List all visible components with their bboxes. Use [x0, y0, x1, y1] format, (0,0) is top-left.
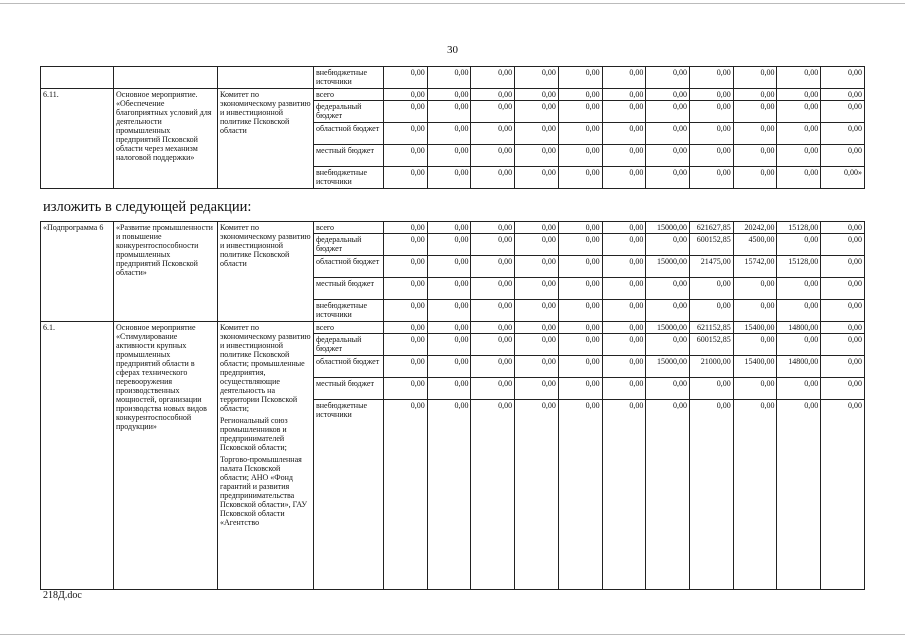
- amount-cell: 0,00: [777, 89, 821, 101]
- amount-cell: 0,00: [515, 167, 559, 189]
- row-number: [41, 67, 114, 89]
- funding-source: федеральный бюджет: [314, 234, 384, 256]
- amount-cell: 0,00: [690, 300, 734, 322]
- funding-source: местный бюджет: [314, 145, 384, 167]
- amount-cell: 0,00: [777, 167, 821, 189]
- amount-cell: 0,00: [558, 234, 602, 256]
- executor: [218, 322, 314, 590]
- amount-cell: 0,00: [821, 334, 865, 356]
- budget-table-new: [40, 221, 865, 590]
- amount-cell: 0,00: [427, 222, 471, 234]
- funding-source: областной бюджет: [314, 256, 384, 278]
- amount-cell: 0,00: [690, 101, 734, 123]
- amount-cell: 0,00: [821, 222, 865, 234]
- amount-cell: 15128,00: [777, 222, 821, 234]
- amount-cell: 0,00: [515, 378, 559, 400]
- amount-cell: 0,00: [733, 67, 777, 89]
- amount-cell: 0,00: [558, 334, 602, 356]
- amount-cell: 0,00: [384, 334, 428, 356]
- amount-cell: 0,00: [515, 67, 559, 89]
- amount-cell: 0,00: [821, 123, 865, 145]
- amount-cell: 0,00: [427, 322, 471, 334]
- amount-cell: 0,00: [384, 322, 428, 334]
- amount-cell: 0,00: [471, 222, 515, 234]
- amount-cell: 0,00: [427, 400, 471, 590]
- funding-source: областной бюджет: [314, 356, 384, 378]
- amount-cell: 0,00: [471, 278, 515, 300]
- amount-cell: 0,00: [384, 222, 428, 234]
- amount-cell: 14800,00: [777, 356, 821, 378]
- amount-cell: 0,00: [558, 101, 602, 123]
- amount-cell: 0,00: [646, 123, 690, 145]
- funding-source: областной бюджет: [314, 123, 384, 145]
- amount-cell: 0,00: [777, 334, 821, 356]
- amount-cell: 0,00: [427, 145, 471, 167]
- amount-cell: 0,00: [471, 334, 515, 356]
- amount-cell: 0,00: [558, 123, 602, 145]
- amount-cell: 0,00: [558, 222, 602, 234]
- amount-cell: 0,00: [471, 145, 515, 167]
- amount-cell: 0,00: [384, 300, 428, 322]
- amount-cell: 0,00: [427, 89, 471, 101]
- amount-cell: 0,00: [690, 145, 734, 167]
- amount-cell: 0,00: [471, 256, 515, 278]
- amount-cell: 0,00: [821, 256, 865, 278]
- amount-cell: 0,00: [384, 67, 428, 89]
- amount-cell: 0,00: [515, 400, 559, 590]
- amount-cell: 0,00: [777, 145, 821, 167]
- amount-cell: 0,00: [646, 234, 690, 256]
- page-number: 30: [447, 44, 458, 56]
- amount-cell: 0,00: [427, 101, 471, 123]
- amount-cell: 0,00: [733, 89, 777, 101]
- amount-cell: 0,00: [602, 89, 646, 101]
- amount-cell: 0,00: [384, 123, 428, 145]
- amount-cell: 0,00: [602, 101, 646, 123]
- amount-cell: 0,00: [733, 378, 777, 400]
- amount-cell: 0,00: [821, 356, 865, 378]
- funding-source: всего: [314, 322, 384, 334]
- amount-cell: 600152,85: [690, 234, 734, 256]
- amount-cell: 0,00: [558, 89, 602, 101]
- amount-cell: 0,00: [384, 101, 428, 123]
- top-scan-edge: [0, 3, 905, 4]
- amount-cell: 0,00: [690, 67, 734, 89]
- row-number: 6.11.: [41, 89, 114, 189]
- amount-cell: 0,00: [777, 378, 821, 400]
- amount-cell: 0,00: [427, 256, 471, 278]
- amount-cell: 0,00: [602, 256, 646, 278]
- amount-cell: 0,00: [558, 167, 602, 189]
- amount-cell: 0,00: [471, 356, 515, 378]
- amount-cell: 0,00: [471, 322, 515, 334]
- amount-cell: 0,00: [733, 145, 777, 167]
- amount-cell: 0,00: [690, 89, 734, 101]
- row-number: «Подпрограмма 6: [41, 222, 114, 322]
- amount-cell: 600152,85: [690, 334, 734, 356]
- amount-cell: 0,00: [602, 167, 646, 189]
- executor: [218, 222, 314, 322]
- amount-cell: 0,00: [427, 334, 471, 356]
- table-row: [41, 67, 865, 89]
- amount-cell: 0,00: [558, 322, 602, 334]
- amount-cell: 0,00: [471, 89, 515, 101]
- amount-cell: 0,00: [602, 234, 646, 256]
- amount-cell: 0,00: [471, 378, 515, 400]
- amount-cell: 0,00: [427, 167, 471, 189]
- amount-cell: 0,00: [558, 67, 602, 89]
- amount-cell: 0,00: [777, 123, 821, 145]
- amount-cell: 0,00: [558, 256, 602, 278]
- amount-cell: 0,00: [777, 67, 821, 89]
- amount-cell: 0,00: [602, 334, 646, 356]
- amount-cell: 15000,00: [646, 322, 690, 334]
- amount-cell: 0,00: [558, 145, 602, 167]
- amount-cell: 0,00: [821, 278, 865, 300]
- amount-cell: 0,00: [515, 278, 559, 300]
- amount-cell: 0,00: [733, 167, 777, 189]
- activity-name: «Развитие промышленности и повышение конкурентоспособности промышленных предприятий Псковской области»: [114, 222, 218, 322]
- amount-cell: 0,00: [384, 167, 428, 189]
- amount-cell: 0,00»: [821, 167, 865, 189]
- amount-cell: 0,00: [646, 378, 690, 400]
- funding-source: всего: [314, 89, 384, 101]
- amount-cell: 0,00: [427, 356, 471, 378]
- amount-cell: 0,00: [777, 278, 821, 300]
- amount-cell: 15128,00: [777, 256, 821, 278]
- amount-cell: 621152,85: [690, 322, 734, 334]
- table-row: [41, 89, 865, 101]
- amount-cell: 0,00: [515, 322, 559, 334]
- amount-cell: 0,00: [821, 378, 865, 400]
- budget-table-previous: [40, 66, 865, 189]
- amount-cell: 0,00: [515, 89, 559, 101]
- table-row: [41, 222, 865, 234]
- amount-cell: 0,00: [733, 101, 777, 123]
- executor-part: Региональный союз промышленников и предпринимателей Псковской области;: [220, 416, 288, 452]
- funding-source: всего: [314, 222, 384, 234]
- amount-cell: 0,00: [821, 89, 865, 101]
- amount-cell: 0,00: [646, 300, 690, 322]
- amount-cell: 0,00: [427, 278, 471, 300]
- amount-cell: 0,00: [602, 400, 646, 590]
- amount-cell: 0,00: [733, 123, 777, 145]
- amount-cell: 15000,00: [646, 222, 690, 234]
- funding-source: внебюджетные источники: [314, 400, 384, 590]
- amount-cell: 0,00: [602, 145, 646, 167]
- amount-cell: 0,00: [471, 300, 515, 322]
- amount-cell: 0,00: [646, 145, 690, 167]
- amount-cell: 0,00: [515, 300, 559, 322]
- amount-cell: 0,00: [515, 334, 559, 356]
- amount-cell: 21000,00: [690, 356, 734, 378]
- amount-cell: 0,00: [821, 234, 865, 256]
- amount-cell: 0,00: [384, 278, 428, 300]
- amount-cell: 0,00: [733, 300, 777, 322]
- amount-cell: 0,00: [646, 167, 690, 189]
- file-name-footer: 218Д.doc: [43, 590, 82, 601]
- amount-cell: 0,00: [427, 123, 471, 145]
- amount-cell: 0,00: [384, 145, 428, 167]
- amount-cell: 15000,00: [646, 256, 690, 278]
- amount-cell: 0,00: [515, 356, 559, 378]
- amount-cell: 0,00: [646, 67, 690, 89]
- amount-cell: 0,00: [427, 234, 471, 256]
- amount-cell: 0,00: [558, 378, 602, 400]
- amount-cell: 0,00: [777, 234, 821, 256]
- amount-cell: 0,00: [384, 378, 428, 400]
- amount-cell: 15400,00: [733, 356, 777, 378]
- amount-cell: 0,00: [821, 300, 865, 322]
- amount-cell: 0,00: [427, 67, 471, 89]
- amount-cell: 0,00: [515, 145, 559, 167]
- amount-cell: 0,00: [821, 400, 865, 590]
- amount-cell: 0,00: [777, 101, 821, 123]
- amount-cell: 0,00: [602, 67, 646, 89]
- amount-cell: 0,00: [646, 400, 690, 590]
- amount-cell: 0,00: [690, 123, 734, 145]
- amount-cell: 0,00: [427, 378, 471, 400]
- amount-cell: 0,00: [471, 101, 515, 123]
- amount-cell: 0,00: [515, 256, 559, 278]
- amount-cell: 0,00: [384, 256, 428, 278]
- amount-cell: 0,00: [602, 123, 646, 145]
- amount-cell: 0,00: [690, 378, 734, 400]
- amount-cell: 0,00: [821, 101, 865, 123]
- amount-cell: 0,00: [471, 123, 515, 145]
- amount-cell: 0,00: [646, 89, 690, 101]
- amount-cell: 0,00: [471, 67, 515, 89]
- amount-cell: 0,00: [821, 145, 865, 167]
- amount-cell: 0,00: [558, 400, 602, 590]
- amount-cell: 0,00: [602, 356, 646, 378]
- amount-cell: 0,00: [602, 222, 646, 234]
- row-number: 6.1.: [41, 322, 114, 590]
- amount-cell: 15400,00: [733, 322, 777, 334]
- funding-source: федеральный бюджет: [314, 334, 384, 356]
- amount-cell: 0,00: [471, 234, 515, 256]
- amount-cell: 0,00: [558, 300, 602, 322]
- funding-source: внебюджетные источники: [314, 67, 384, 89]
- amount-cell: 0,00: [384, 400, 428, 590]
- activity-name: [114, 67, 218, 89]
- amount-cell: 0,00: [646, 334, 690, 356]
- amount-cell: 0,00: [602, 378, 646, 400]
- amount-cell: 0,00: [515, 123, 559, 145]
- amount-cell: 0,00: [777, 400, 821, 590]
- amount-cell: 0,00: [558, 278, 602, 300]
- funding-source: местный бюджет: [314, 378, 384, 400]
- amount-cell: 0,00: [602, 322, 646, 334]
- amount-cell: 0,00: [821, 67, 865, 89]
- amount-cell: 621627,85: [690, 222, 734, 234]
- amount-cell: 14800,00: [777, 322, 821, 334]
- amount-cell: 0,00: [777, 300, 821, 322]
- activity-name: Основное мероприятие «Стимулирование активности крупных промышленных предприятий области в сферах технического перевооружения производственных мощностей, организации производства новых видов конкурентоспособной продукции»: [114, 322, 218, 590]
- amount-cell: 0,00: [733, 334, 777, 356]
- amount-cell: 0,00: [821, 322, 865, 334]
- amount-cell: 20242,00: [733, 222, 777, 234]
- executor: [218, 67, 314, 89]
- amount-cell: 0,00: [384, 356, 428, 378]
- amount-cell: 0,00: [733, 278, 777, 300]
- amount-cell: 0,00: [515, 101, 559, 123]
- amount-cell: 0,00: [515, 234, 559, 256]
- amount-cell: 21475,00: [690, 256, 734, 278]
- funding-source: федеральный бюджет: [314, 101, 384, 123]
- funding-source: внебюджетные источники: [314, 300, 384, 322]
- amount-cell: 0,00: [384, 234, 428, 256]
- amount-cell: 0,00: [690, 167, 734, 189]
- amount-cell: 0,00: [733, 400, 777, 590]
- amount-cell: 0,00: [558, 356, 602, 378]
- amount-cell: 0,00: [646, 278, 690, 300]
- amount-cell: 0,00: [515, 222, 559, 234]
- amount-cell: 0,00: [384, 89, 428, 101]
- amount-cell: 0,00: [602, 300, 646, 322]
- amount-cell: 4500,00: [733, 234, 777, 256]
- amount-cell: 0,00: [427, 300, 471, 322]
- amount-cell: 0,00: [690, 278, 734, 300]
- activity-name: Основное мероприятие. «Обеспечение благоприятных условий для деятельности промышленных предприятий Псковской области через механизм налоговой поддержки»: [114, 89, 218, 189]
- bottom-scan-edge: [0, 634, 905, 635]
- amount-cell: 15000,00: [646, 356, 690, 378]
- executor: Комитет по экономическому развитию и инвестиционной политике Псковской области: [218, 89, 314, 189]
- executor-part: Комитет по экономическому развитию и инвестиционной политике Псковской области: [220, 223, 311, 268]
- amount-cell: 0,00: [471, 400, 515, 590]
- funding-source: внебюджетные источники: [314, 167, 384, 189]
- executor-part: Торгово-промышленная палата Псковской области; АНО «Фонд гарантий и развития предпринимательства Псковской области», ГАУ Псковской области «Агентство: [220, 455, 308, 527]
- amount-cell: 15742,00: [733, 256, 777, 278]
- table-row: [41, 322, 865, 334]
- amount-cell: 0,00: [646, 101, 690, 123]
- funding-source: местный бюджет: [314, 278, 384, 300]
- amount-cell: 0,00: [602, 278, 646, 300]
- section-heading: изложить в следующей редакции:: [43, 199, 252, 215]
- amount-cell: 0,00: [690, 400, 734, 590]
- amount-cell: 0,00: [471, 167, 515, 189]
- executor-part: Комитет по экономическому развитию и инвестиционной политике Псковской области; промышленные предприятия, осуществляющие деятельность на территории Псковской области;: [220, 323, 311, 413]
